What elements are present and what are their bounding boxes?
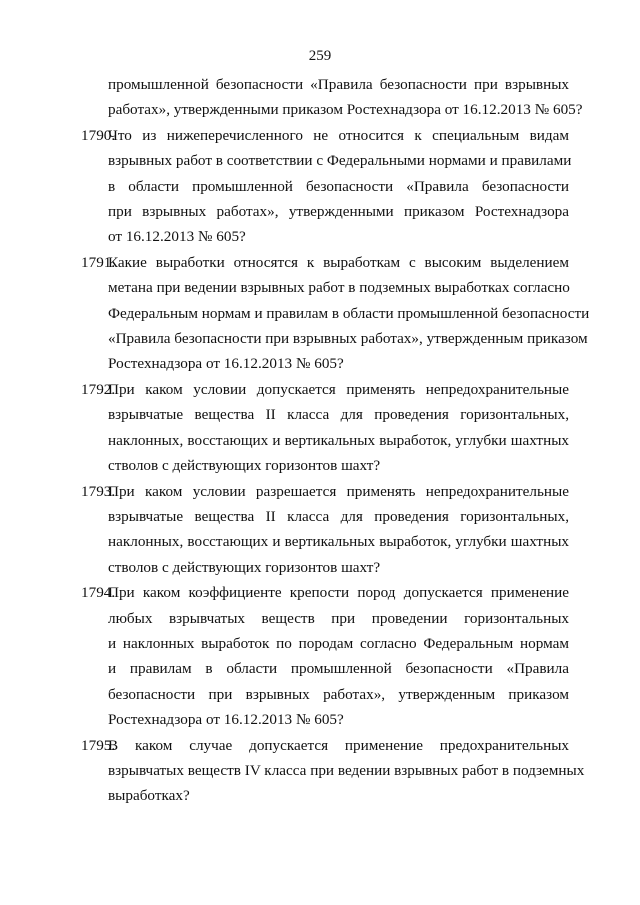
question-number: 1790. (81, 126, 116, 144)
text-line: взрывчатые вещества II класса для проведения горизонтальных, (108, 507, 569, 525)
page-number: 259 (308, 48, 332, 64)
text-line: при взрывных работах», утвержденными приказом Ростехнадзора (108, 203, 569, 221)
question-number: 1792. (81, 380, 116, 398)
text-line: При каком условии допускается применять непредохранительные (108, 380, 569, 398)
text-line: безопасности при взрывных работах», утвержденным приказом (108, 685, 569, 703)
text-line: Какие выработки относятся к выработкам с высоким выделением (108, 253, 569, 271)
question-1793 (81, 479, 569, 581)
text-line: промышленной безопасности «Правила безопасности при взрывных (108, 76, 569, 93)
text-line: взрывчатые вещества II класса для проведения горизонтальных, (108, 406, 569, 424)
text-line: от 16.12.2013 № 605? (108, 228, 246, 246)
text-line: и правилам в области промышленной безопасности «Правила (108, 660, 569, 678)
text-line: В каком случае допускается применение предохранительных (108, 736, 569, 754)
question-list (81, 72, 590, 809)
text-line: в области промышленной безопасности «Правила безопасности (108, 177, 569, 195)
text-line: стволов с действующих горизонтов шахт? (108, 457, 381, 475)
question-1791 (81, 250, 590, 377)
text-line: При каком коэффициенте крепости пород допускается применение (108, 584, 569, 602)
question-1795 (81, 733, 585, 809)
text-line: Что из нижеперечисленного не относится к специальным видам (108, 126, 569, 144)
text-line: выработках? (108, 787, 190, 805)
question-1792 (81, 377, 569, 479)
text-line: взрывных работ в соответствии с Федеральными нормами и правилами (108, 152, 572, 170)
text-line: наклонных, восстающих и вертикальных выработок, углубки шахтных (108, 533, 569, 551)
question-number: 1791. (81, 253, 116, 271)
text-line: стволов с действующих горизонтов шахт? (108, 558, 381, 576)
text-line: Ростехнадзора от 16.12.2013 № 605? (108, 355, 344, 373)
question-number: 1793. (81, 482, 116, 500)
text-line: любых взрывчатых веществ при проведении горизонтальных (108, 609, 569, 627)
question-1794 (81, 580, 569, 732)
text-line: Федеральным нормам и правилам в области промышленной безопасности (108, 304, 590, 322)
question-1790 (81, 123, 572, 250)
text-line: наклонных, восстающих и вертикальных выработок, углубки шахтных (108, 431, 569, 449)
question-number: 1794. (81, 584, 116, 602)
text-line: «Правила безопасности при взрывных работах», утвержденным приказом (108, 330, 588, 348)
text-line: При каком условии разрешается применять непредохранительные (108, 482, 569, 500)
text-line: и наклонных выработок по породам согласно Федеральным нормам (108, 634, 569, 652)
text-line: взрывчатых веществ IV класса при ведении взрывных работ в подземных (108, 761, 585, 779)
text-line: метана при ведении взрывных работ в подземных выработках согласно (108, 279, 570, 297)
text-line: работах», утвержденными приказом Ростехнадзора от 16.12.2013 № 605? (108, 101, 583, 119)
question-number: 1795. (81, 736, 116, 754)
text-line: Ростехнадзора от 16.12.2013 № 605? (108, 711, 344, 729)
previous-question-continuation (81, 72, 583, 123)
